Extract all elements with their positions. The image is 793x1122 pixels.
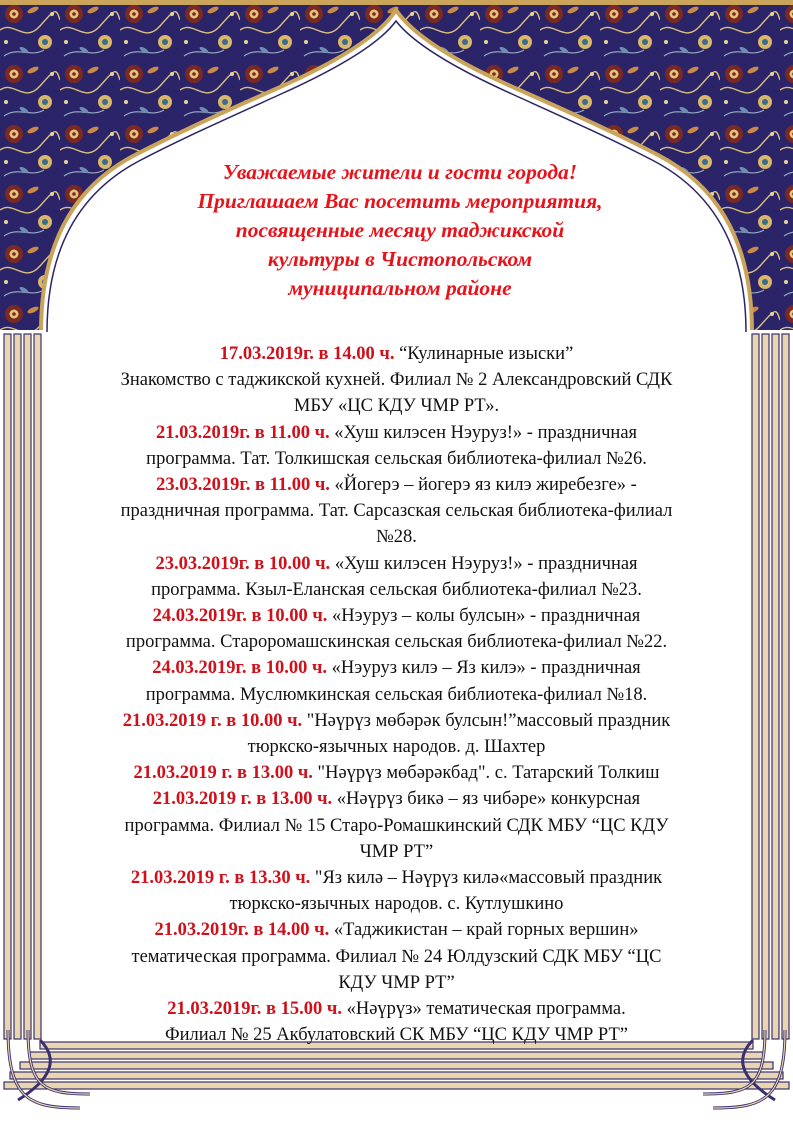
event-date: 21.03.2019 г. в 13.00 ч. — [152, 789, 333, 810]
event-detail-line: программа. Филиал № 15 Старо-Ромашкинский СДК МБУ “ЦС КДУ — [124, 815, 669, 836]
event-first-line — [60, 472, 733, 498]
event-title: "Нәүрүз мөбәрәк булсын!”массовый праздник — [306, 710, 671, 731]
event-item — [60, 603, 733, 655]
event-detail-line: программа. Муслюмкинская сельская библиотека-филиал №18. — [145, 684, 648, 705]
event-first-line — [60, 786, 733, 812]
event-detail-line: программа. Староромашскинская сельская библиотека-филиал №22. — [125, 632, 668, 653]
event-item — [60, 420, 733, 472]
event-date: 23.03.2019г. в 11.00 ч. — [156, 475, 330, 496]
event-item — [60, 708, 733, 760]
event-item — [60, 786, 733, 865]
event-title: «Йогерэ – йогерэ яз килэ жиребезге» - — [334, 475, 637, 496]
event-detail-line: праздничная программа. Тат. Сарсазская сельская библиотека-филиал — [120, 501, 673, 522]
event-detail-line: Филиал № 25 Акбулатовский СК МБУ “ЦС КДУ ЧМР РТ” — [165, 1025, 628, 1046]
event-detail-line: МБУ «ЦС КДУ ЧМР РТ». — [293, 396, 500, 417]
heading-line: посвященные месяцу таджикской — [235, 218, 565, 242]
event-first-line — [60, 708, 733, 734]
events-list — [60, 341, 733, 1048]
event-date: 17.03.2019г. в 14.00 ч. — [219, 344, 395, 364]
event-detail-line: тюркско-язычных народов. с. Кутлушкино — [229, 894, 564, 915]
event-detail-line: Знакомство с таджикской кухней. Филиал № 2 Александровский СДК — [120, 370, 673, 391]
event-title: «Хуш килэсен Нэуруз!» - праздничная — [334, 553, 638, 574]
event-first-line — [60, 603, 733, 629]
event-detail-line: программа. Тат. Толкишская сельская библиотека-филиал №26. — [146, 448, 647, 469]
event-first-line — [60, 655, 733, 681]
event-first-line — [60, 917, 733, 943]
event-title: "Яз килә – Нәүрүз килә«массовый праздник — [314, 868, 663, 889]
event-first-line — [60, 420, 733, 446]
event-date: 21.03.2019г. в 15.00 ч. — [167, 999, 342, 1020]
event-title: «Нәүрүз» тематическая программа. — [346, 999, 626, 1020]
heading-line: муниципальном районе — [288, 276, 512, 300]
event-item — [60, 865, 733, 917]
event-first-line — [60, 760, 733, 786]
event-item — [60, 551, 733, 603]
event-detail-line: тюркско-язычных народов. д. Шахтер — [247, 737, 546, 758]
event-first-line — [60, 865, 733, 891]
event-title: «Нэуруз килэ – Яз килэ» - праздничная — [331, 658, 641, 679]
event-first-line — [60, 341, 733, 367]
event-title: "Нәүрүз мөбәрәкбад". с. Татарский Толкиш — [317, 763, 660, 784]
event-item — [60, 917, 733, 996]
event-title: “Кулинарные изыски” — [399, 344, 574, 364]
event-date: 21.03.2019 г. в 13.30 ч. — [130, 868, 311, 889]
event-date: 21.03.2019 г. в 10.00 ч. — [122, 710, 303, 731]
heading-line: Уважаемые жители и гости города! — [222, 160, 578, 184]
invitation-heading — [150, 158, 650, 303]
event-date: 24.03.2019г. в 10.00 ч. — [152, 658, 328, 679]
event-title: «Нэуруз – колы булсын» - праздничная — [332, 606, 641, 627]
event-date: 21.03.2019г. в 11.00 ч. — [155, 422, 330, 443]
event-item — [60, 996, 733, 1048]
event-detail-line: тематическая программа. Филиал № 24 Юлдузский СДК МБУ “ЦС — [131, 946, 662, 967]
event-date: 21.03.2019 г. в 13.00 ч. — [133, 763, 313, 784]
event-date: 24.03.2019г. в 10.00 ч. — [152, 606, 328, 627]
event-detail-line: программа. Кзыл-Еланская сельская библиотека-филиал №23. — [151, 579, 642, 600]
event-item — [60, 655, 733, 707]
heading-line: Приглашаем Вас посетить мероприятия, — [197, 189, 603, 213]
event-detail-line: КДУ ЧМР РТ” — [338, 972, 455, 993]
event-date: 23.03.2019г. в 10.00 ч. — [155, 553, 331, 574]
event-detail-line: ЧМР РТ” — [359, 841, 434, 862]
event-detail-line: №28. — [376, 527, 417, 548]
event-title: «Таджикистан – край горных вершин» — [333, 920, 639, 941]
event-first-line — [60, 996, 733, 1022]
event-item — [60, 341, 733, 420]
event-title: «Нәүрүз бикә – яз чибәре» конкурсная — [336, 789, 641, 810]
event-title: «Хуш килэсен Нэуруз!» - праздничная — [334, 422, 638, 443]
heading-line: культуры в Чистопольском — [267, 247, 533, 271]
event-first-line — [60, 551, 733, 577]
event-date: 21.03.2019г. в 14.00 ч. — [154, 920, 330, 941]
event-item — [60, 472, 733, 551]
event-item — [60, 760, 733, 786]
